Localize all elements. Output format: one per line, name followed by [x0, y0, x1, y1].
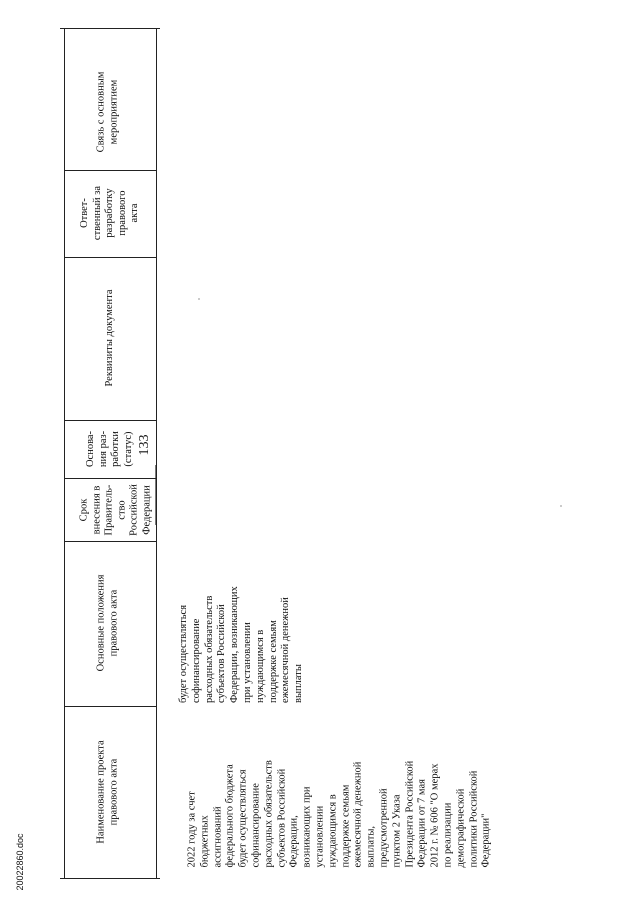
document-filename: 20022860.doc: [15, 833, 25, 891]
cell-project-name: 2022 году за счет бюджетных ассигнований федерального бюджета будет осуществляться софинансирование расходных обязательств субъектов Российской Федерации, возникающих при установлении нуждающимся в поддержке семьям ежемесячной денежной выплаты, предусмотренной пунктом 2 Указа Президента Российской Федерации от 7 мая 2012 г. № 606 "О мерах по реализации демографической политики Российской Федерации": [186, 760, 492, 868]
header-responsible-party: Ответ- ственный за разработку правового акта: [78, 185, 140, 241]
header-main-provisions: Основные положения правового акта: [95, 574, 119, 672]
header-document-details: Реквизиты документа: [103, 289, 115, 387]
table-border-header-left: [64, 28, 65, 878]
scan-speck: [560, 505, 562, 507]
header-link-to-main-event: Связь с основным мероприятием: [95, 71, 119, 153]
table-border-body-divider: [155, 465, 156, 525]
header-submission-deadline: Срок внесения в Правитель- ство Российской Федерации: [78, 484, 152, 536]
page-number: 133: [137, 434, 152, 456]
scan-speck: [198, 298, 200, 300]
col-divider-1: [64, 706, 156, 707]
header-development-basis: Основа- ния раз- работки (статус): [85, 430, 134, 468]
table-border-header-right: [156, 28, 157, 878]
table-border-top-edge: [60, 28, 160, 29]
cell-main-provisions: будет осуществляться софинансирование расходных обязательств субъектов Российской Федерации, возникающих при установлении нуждающимся в поддержке семьям ежемесячной денежной выплаты: [178, 586, 305, 703]
header-project-name: Наименование проекта правового акта: [95, 740, 119, 844]
table-border-bottom-edge: [60, 878, 160, 879]
